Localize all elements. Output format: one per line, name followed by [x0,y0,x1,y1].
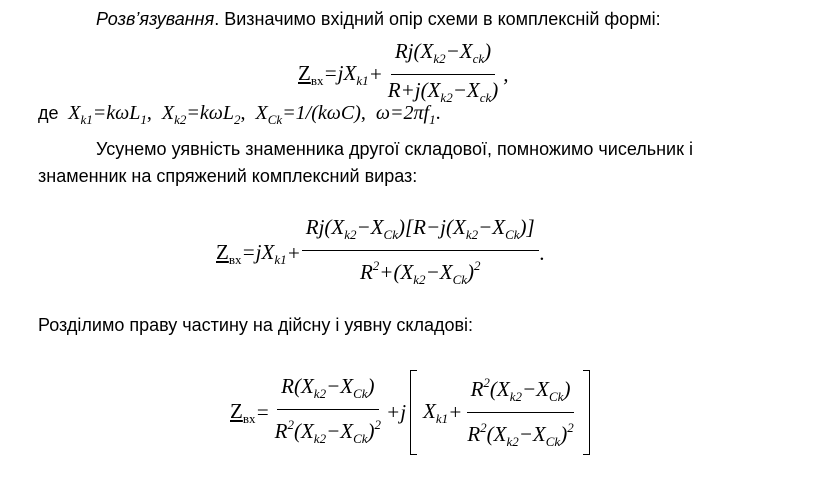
eq3-right-bracket [583,370,590,455]
eq3-eq: = [255,400,270,424]
eq2-plus: + [286,241,301,265]
para2-line1: Усунемо уявність знаменника другої складової, помножимо чисельник і [96,139,693,159]
intro-paragraph [96,6,826,33]
eq1-plus: + [368,62,383,86]
eq3-fraction-real [271,373,385,452]
eq1-denominator: $R+j(X_{k2}-X_{ck})$ [387,78,499,105]
paragraph-conjugate [38,136,828,190]
eq2-fraction [302,214,539,293]
eq3-left-bracket [410,370,417,455]
eq3-plus-j: +j [386,400,407,424]
eq3-real-numerator: $R(X_{k2}-X_{Ck})$ [277,373,378,410]
paragraph-separate [38,312,828,339]
equation-conjugate-multiplied [216,214,545,293]
defs-math: $X_{k1}=k\omega L_1$, $X_{k2}=k\omega L_2$, $X_{Ck}=1/(k\omega C)$, $\omega=2\pi f_1$. [68,102,441,127]
eq3-imag-denominator: $R^2(X_{k2}-X_{Ck})^2$ [467,420,574,449]
definitions-line [38,100,828,133]
eq3-imag-numerator: $R^2(X_{k2}-X_{Ck})$ [467,370,575,413]
intro-text: . Визначимо вхідний опір схеми в комплексній формі: [214,9,661,29]
eq2-denominator: $R^2+(X_{k2}-X_{Ck})^2$ [359,258,481,287]
eq3-inner-plus: + [448,400,463,424]
equation-real-imaginary [230,370,590,455]
eq3-fraction-imag [463,370,577,455]
eq2-tail: . [539,241,545,265]
eq3-inner-term: $X_{k1}$ [423,398,449,426]
eq2-term1: $=jX_{k1}$ [241,239,287,267]
eq3-lhs: $Z_{вх}$ [230,398,256,426]
eq2-lhs: $Z_{вх}$ [216,239,242,267]
eq1-numerator: $Rj(X_{k2}-X_{ck})$ [391,38,495,75]
eq1-tail: , [503,62,509,86]
eq1-lhs: $Z_{вх}$ [298,60,324,88]
intro-heading: Розв’язування [96,9,215,29]
eq1-term1: $=jX_{k1}$ [323,60,369,88]
defs-prefix: де [38,103,59,123]
para3-text: Розділимо праву частину на дійсну і уявну складові: [38,315,474,335]
eq2-numerator: $Rj(X_{k2}-X_{Ck})[R-j(X_{k2}-X_{Ck})]$ [302,214,539,251]
para2-line2: знаменник на спряжений комплексний вираз: [38,166,418,186]
eq3-real-denominator: $R^2(X_{k2}-X_{Ck})^2$ [274,417,382,446]
